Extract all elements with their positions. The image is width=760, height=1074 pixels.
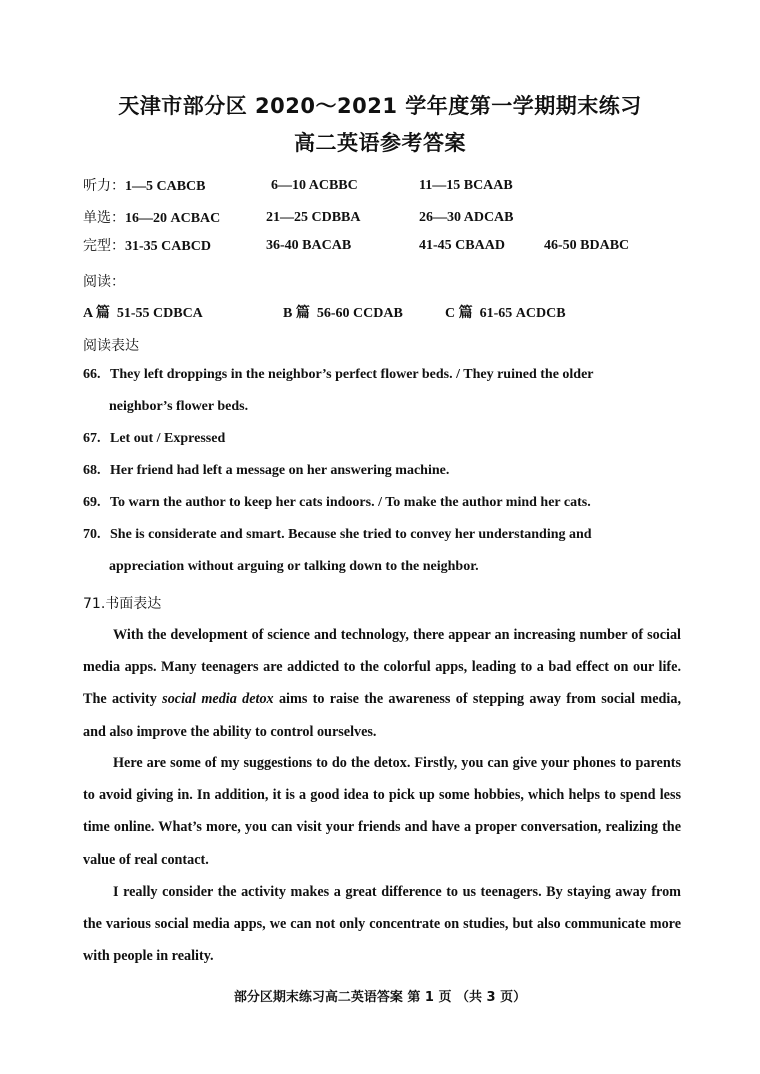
page-subtitle: 高二英语参考答案 <box>294 131 466 155</box>
answer-range: 21—25 CDBBA <box>266 210 361 225</box>
answer-range: 56-60 CCDAB <box>316 306 403 321</box>
answers-cloze-row <box>83 237 630 256</box>
reading-b <box>283 305 403 323</box>
passage-label: B 篇 <box>283 306 310 321</box>
answer-range: 26—30 ADCAB <box>419 210 514 225</box>
passage-label: A 篇 <box>83 306 110 321</box>
section-label-single-choice: 单选： <box>83 210 125 226</box>
question-69: 69. To warn the author to keep her cats indoors. / To make the author mind her cats. <box>83 495 591 510</box>
answer-text: Let out / Expressed <box>110 431 226 446</box>
answers-reading-row <box>83 305 566 323</box>
section-heading-writing: 71.书面表达 <box>83 596 162 612</box>
section-heading-reading-expression: 阅读表达 <box>83 338 139 354</box>
page-title: 天津市部分区 2020～2021 学年度第一学期期末练习 <box>118 94 642 118</box>
section-label-cloze: 完型： <box>83 238 125 254</box>
essay-paragraph-3: I really consider the activity makes a great difference to us teenagers. By staying away from the various social media apps, we can not only concentrate on studies, but also communicate more with people in reality. <box>83 884 681 965</box>
answer-range: 61-65 ACDCB <box>479 306 566 321</box>
answer-text: Her friend had left a message on her answering machine. <box>110 463 450 478</box>
essay-paragraph-1: With the development of science and technology, there appear an increasing number of social media apps. Many teenagers are addicted to the colorful apps, leading to a bad effect on our life. The activity social media detox aims to raise the awareness of stepping away from social media, and also improve the ability to control ourselves. <box>83 627 681 740</box>
passage-label: C 篇 <box>445 306 473 321</box>
answer-text: She is considerate and smart. Because she tried to convey her understanding and <box>110 527 592 542</box>
answer-text: To warn the author to keep her cats indoors. / To make the author mind her cats. <box>110 495 591 510</box>
answers-single-choice-row <box>83 209 514 228</box>
section-label-listening: 听力： <box>83 178 125 194</box>
answer-range: 1—5 CABCB <box>125 179 206 194</box>
essay-paragraph-2: Here are some of my suggestions to do the detox. Firstly, you can give your phones to parents to avoid giving in. In addition, it is a good idea to pick up some hobbies, which helps to spend less time online. What’s more, you can visit your friends and have a proper conversation, realizing the value of real contact. <box>83 755 681 868</box>
answer-range: 11—15 BCAAB <box>419 178 513 193</box>
question-66: 66. They left droppings in the neighbor’s perfect flower beds. / They ruined the older <box>83 367 594 382</box>
answer-range: 51-55 CDBCA <box>116 306 203 321</box>
answer-text: They left droppings in the neighbor’s perfect flower beds. / They ruined the older <box>110 367 594 382</box>
answer-range: 16—20 ACBAC <box>125 211 221 226</box>
question-68: 68. Her friend had left a message on her answering machine. <box>83 463 450 478</box>
question-70: 70. She is considerate and smart. Because she tried to convey her understanding and <box>83 527 592 542</box>
answer-range: 46-50 BDABC <box>544 238 630 253</box>
section-label-reading: 阅读： <box>83 274 125 290</box>
answer-range: 36-40 BACAB <box>266 238 352 253</box>
answer-range: 31-35 CABCD <box>125 239 211 254</box>
emphasized-term: social media detox <box>162 691 274 708</box>
answer-range: 6—10 ACBBC <box>271 178 358 193</box>
answer-text-continued: appreciation without arguing or talking down to the neighbor. <box>109 559 479 574</box>
answers-listening-row <box>83 177 513 196</box>
page-footer: 部分区期末练习高二英语答案 第 1 页 （共 3 页） <box>233 990 527 1005</box>
answer-text-continued: neighbor’s flower beds. <box>109 399 249 414</box>
reading-c <box>445 305 566 323</box>
question-67: 67. Let out / Expressed <box>83 431 226 446</box>
answer-range: 41-45 CBAAD <box>419 238 505 253</box>
